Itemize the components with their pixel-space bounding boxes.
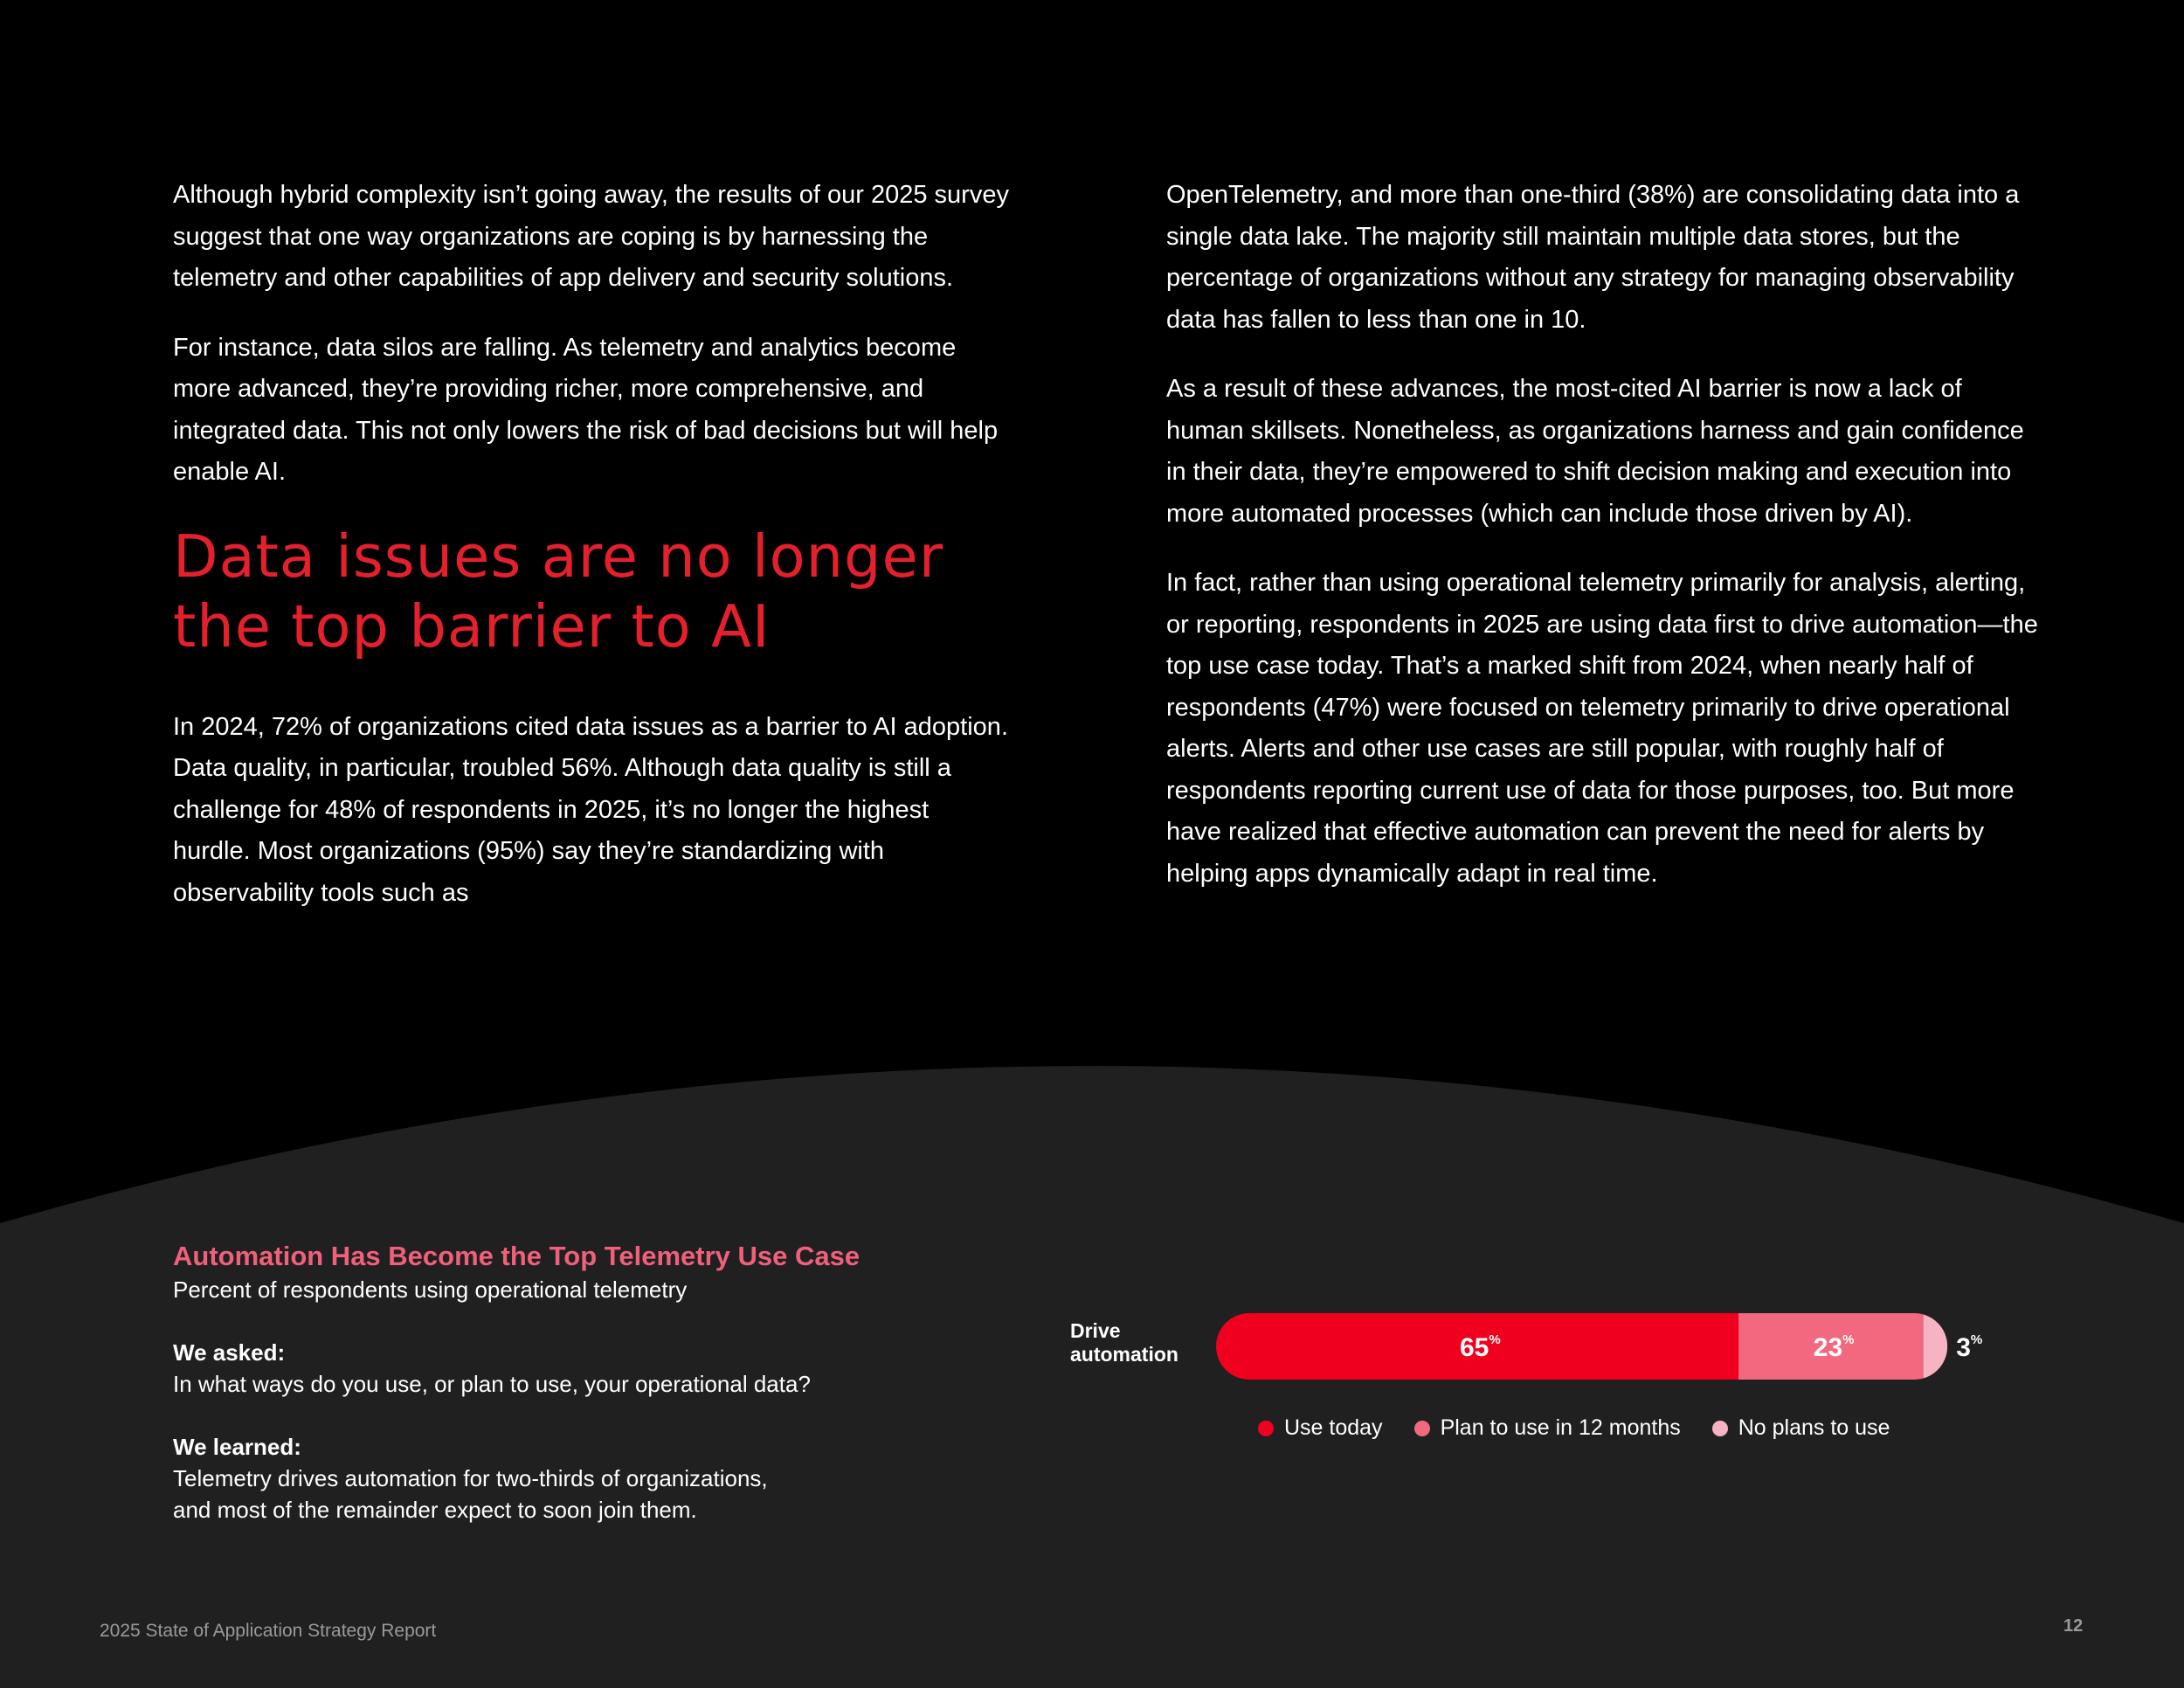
footer-report-title: 2025 State of Application Strategy Report — [100, 1621, 437, 1641]
right-text-column — [1166, 175, 2040, 923]
legend-dot-use-today — [1258, 1421, 1274, 1436]
left-paragraph-3: In 2024, 72% of organizations cited data issues as a barrier to AI adoption. Data quality, in particular, troubled 56%. Although data quality is still a challenge for 48% of respondents in 2025, it’s no longer the highest hurdle. Most organizations (95%) say they’re standardizing with observability tools such as — [173, 712, 1008, 907]
chart-subtitle: Percent of respondents using operational telemetry — [173, 1276, 688, 1303]
bar-category-line-2: automation — [1070, 1343, 1178, 1366]
chart-info-block — [173, 1239, 959, 1557]
legend-item-plan-to-use — [1414, 1415, 1681, 1441]
chart-legend — [1258, 1415, 1921, 1441]
right-paragraph-3: In fact, rather than using operational telemetry primarily for analysis, alerting, or reporting, respondents in 2025 are using data first to drive automation—the top use case today. That’s a marked shift from 2024, when nearly half of respondents (47%) were focused on telemetry primarily to drive operational alerts. Alerts and other use cases are still popular, with roughly half of respondents reporting current use of data for those purposes, too. But more have realized that effective automation can prevent the need for alerts by helping apps dynamically adapt in real time. — [1166, 569, 2038, 888]
we-learned-label: We learned: — [173, 1434, 301, 1460]
we-asked-label: We asked: — [173, 1339, 286, 1366]
we-learned-text — [173, 1463, 959, 1525]
chart-title: Automation Has Become the Top Telemetry Use Case — [173, 1241, 860, 1271]
we-learned-line-1: Telemetry drives automation for two-thirds of organizations, — [173, 1465, 768, 1491]
section-heading-line-1: Data issues are no longer — [173, 522, 944, 591]
we-learned-line-2: and most of the remainder expect to soon join them. — [173, 1497, 697, 1523]
legend-dot-plan-to-use — [1414, 1421, 1430, 1436]
bar-segment-3 — [1924, 1313, 1948, 1380]
legend-dot-no-plans — [1712, 1421, 1728, 1436]
bar-data-label-1: 65% — [1460, 1332, 1501, 1362]
legend-item-no-plans — [1712, 1415, 1890, 1441]
bar-data-label-2: 23% — [1813, 1332, 1855, 1362]
legend-item-use-today — [1258, 1415, 1383, 1441]
bar-data-label-3: 3% — [1956, 1332, 1983, 1362]
legend-label-no-plans: No plans to use — [1738, 1415, 1890, 1440]
bar-category-line-1: Drive — [1070, 1319, 1121, 1342]
left-paragraph-2: For instance, data silos are falling. As telemetry and analytics become more advanced, they’re providing richer, more comprehensive, and integrated data. This not only lowers the risk of bad decisions but will help enable AI. — [173, 333, 999, 486]
right-paragraph-1: OpenTelemetry, and more than one-third (38%) are consolidating data into a single data lake. The majority still maintain multiple data stores, but the percentage of organizations without any strategy for managing observability data has fallen to less than one in 10. — [1166, 181, 2020, 334]
left-paragraph-1: Although hybrid complexity isn’t going away, the results of our 2025 survey suggest that one way organizations are coping is by harnessing the telemetry and other capabilities of app delivery and security solutions. — [173, 181, 1009, 292]
bar-category-label — [1070, 1319, 1178, 1366]
section-heading — [173, 522, 1012, 661]
we-asked-text: In what ways do you use, or plan to use, your operational data? — [173, 1371, 811, 1397]
legend-label-use-today: Use today — [1284, 1415, 1383, 1440]
right-paragraph-2: As a result of these advances, the most-cited AI barrier is now a lack of human skillsets. Nonetheless, as organizations harness and gain confidence in their data, they’re empowered to shift decision making and execution into more automated processes (which can include those driven by AI). — [1166, 375, 2024, 528]
footer-page-number: 12 — [2063, 1616, 2084, 1636]
left-text-column — [173, 175, 1012, 942]
legend-label-plan-to-use: Plan to use in 12 months — [1440, 1415, 1681, 1440]
stacked-bar-chart — [1206, 1302, 2027, 1407]
section-heading-line-2: the top barrier to AI — [173, 591, 771, 661]
